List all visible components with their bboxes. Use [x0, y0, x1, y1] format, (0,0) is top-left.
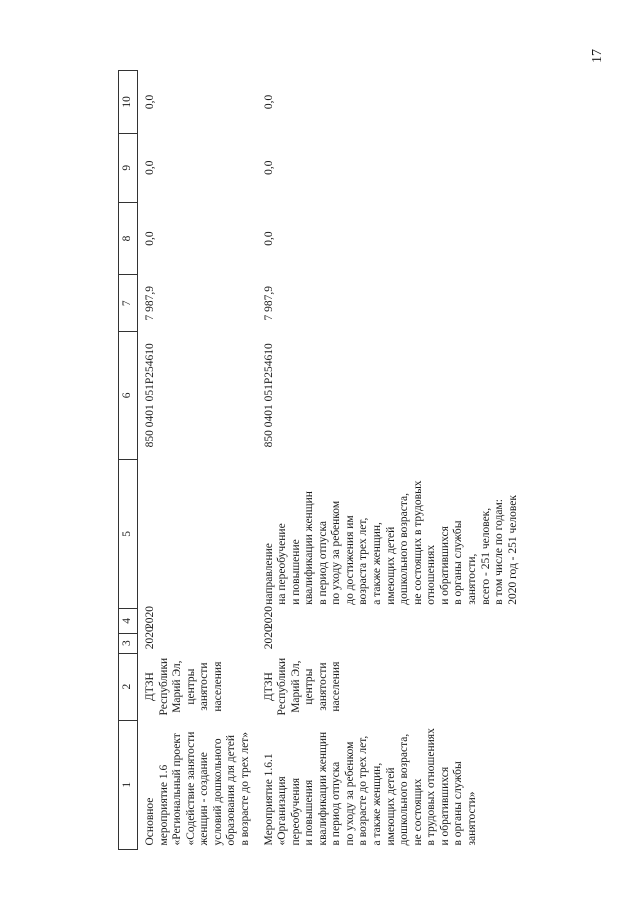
text-line: направление	[262, 543, 275, 605]
text-line: и повышения	[303, 779, 316, 846]
text-line: в органы службы	[452, 761, 465, 846]
text-line: на переобучение	[276, 523, 289, 605]
text-line: в период отпуска	[330, 761, 343, 846]
text-line: населения	[211, 661, 224, 712]
text-line: по уходу за ребенком	[330, 500, 343, 605]
text-line: имеющих детей	[384, 526, 397, 605]
column-header: 6	[119, 332, 138, 459]
cell-amount-col8: 0,0	[262, 231, 275, 246]
text-line: занятости	[198, 662, 211, 711]
cell-executor	[257, 653, 525, 720]
budget-table	[118, 70, 524, 850]
text-line: занятости»	[465, 791, 478, 846]
page-number: 17	[590, 49, 605, 63]
text-line: ДТЗН	[262, 672, 275, 702]
text-line: женщин - создание	[198, 752, 211, 846]
text-line: «Содействие занятости	[184, 731, 197, 846]
column-header: 5	[119, 459, 138, 609]
text-line: занятости	[316, 662, 329, 711]
text-line: по уходу за ребенком	[343, 741, 356, 846]
text-line: населения	[330, 661, 343, 712]
text-line: образования для детей	[225, 734, 238, 846]
text-line: возраста трех лет,	[357, 517, 370, 605]
cell-start-year: 2020	[144, 626, 156, 650]
text-line: переобучения	[289, 777, 302, 846]
text-line: в том числе по годам:	[493, 499, 506, 605]
column-header: 9	[119, 133, 138, 202]
column-header: 10	[119, 71, 138, 134]
text-line: в период отпуска	[316, 521, 329, 605]
text-line: центры	[303, 668, 316, 705]
table-row	[257, 71, 525, 850]
text-line: в трудовых отношениях	[425, 728, 438, 846]
text-line: дошкольного возраста,	[398, 493, 411, 605]
column-header: 7	[119, 275, 138, 332]
text-line: Марий Эл,	[171, 660, 184, 713]
text-line: и обратившихся	[438, 526, 451, 605]
cell-result	[257, 459, 525, 609]
cell-amount-col7: 7 987,9	[144, 286, 156, 321]
cell-amount-col9: 0,0	[262, 160, 275, 175]
cell-measure-name	[138, 720, 257, 849]
text-line: в возрасте до трех лет»	[238, 731, 251, 846]
cell-result	[138, 459, 257, 609]
text-line: центры	[184, 668, 197, 705]
cell-end-year: 2020	[144, 606, 156, 630]
text-line: 2020 год - 251 человек	[506, 495, 519, 605]
text-line: Основное	[144, 797, 156, 846]
cell-measure-name	[257, 720, 525, 849]
cell-amount-col8: 0,0	[144, 231, 156, 246]
text-line: а также женщин,	[371, 522, 383, 605]
text-line: ДТЗН	[144, 672, 156, 702]
text-line: условий дошкольного	[211, 738, 224, 846]
table-row	[138, 71, 257, 850]
rotated-table-canvas	[118, 70, 568, 850]
cell-amount-col9: 0,0	[144, 160, 156, 175]
cell-budget-code: 850 0401 051P254610	[262, 343, 275, 448]
column-header: 4	[119, 609, 138, 633]
text-line: «Региональный проект	[171, 733, 184, 846]
cell-budget-code: 850 0401 051P254610	[144, 343, 156, 448]
text-line: Республики	[276, 657, 289, 716]
text-line: отношениях	[425, 544, 438, 605]
text-line: в органы службы	[452, 520, 465, 605]
text-line: имеющих детей	[384, 767, 397, 846]
column-header: 1	[119, 720, 138, 849]
text-line: не состоящих в трудовых	[411, 480, 424, 605]
header-row	[119, 71, 138, 850]
text-line: и повышение	[289, 539, 302, 605]
text-line: квалификации женщин	[303, 491, 316, 605]
text-line: в возрасте до трех лет,	[357, 735, 370, 846]
cell-amount-col10: 0,0	[262, 94, 275, 110]
column-header: 3	[119, 633, 138, 653]
text-line: Республики	[157, 657, 170, 716]
text-line: и обратившихся	[438, 766, 451, 846]
cell-executor	[138, 653, 257, 720]
cell-start-year: 2020	[262, 626, 275, 650]
text-line: дошкольного возраста,	[398, 733, 411, 846]
text-line: не состоящих	[411, 778, 424, 846]
text-line: квалификации женщин	[316, 731, 329, 846]
cell-amount-col7: 7 987,9	[262, 286, 275, 321]
text-line: мероприятие 1.6	[157, 764, 170, 846]
cell-end-year: 2020	[262, 606, 275, 630]
text-line: занятости,	[465, 553, 478, 605]
text-line: до достижения им	[343, 515, 356, 605]
column-header: 2	[119, 653, 138, 720]
column-header: 8	[119, 202, 138, 275]
text-line: «Организация	[276, 776, 289, 846]
text-line: Мероприятие 1.6.1	[262, 753, 275, 846]
text-line: а также женщин,	[371, 762, 383, 846]
cell-amount-col10: 0,0	[144, 94, 156, 110]
text-line: всего - 251 человек,	[479, 507, 492, 605]
text-line: Марий Эл,	[289, 660, 302, 713]
